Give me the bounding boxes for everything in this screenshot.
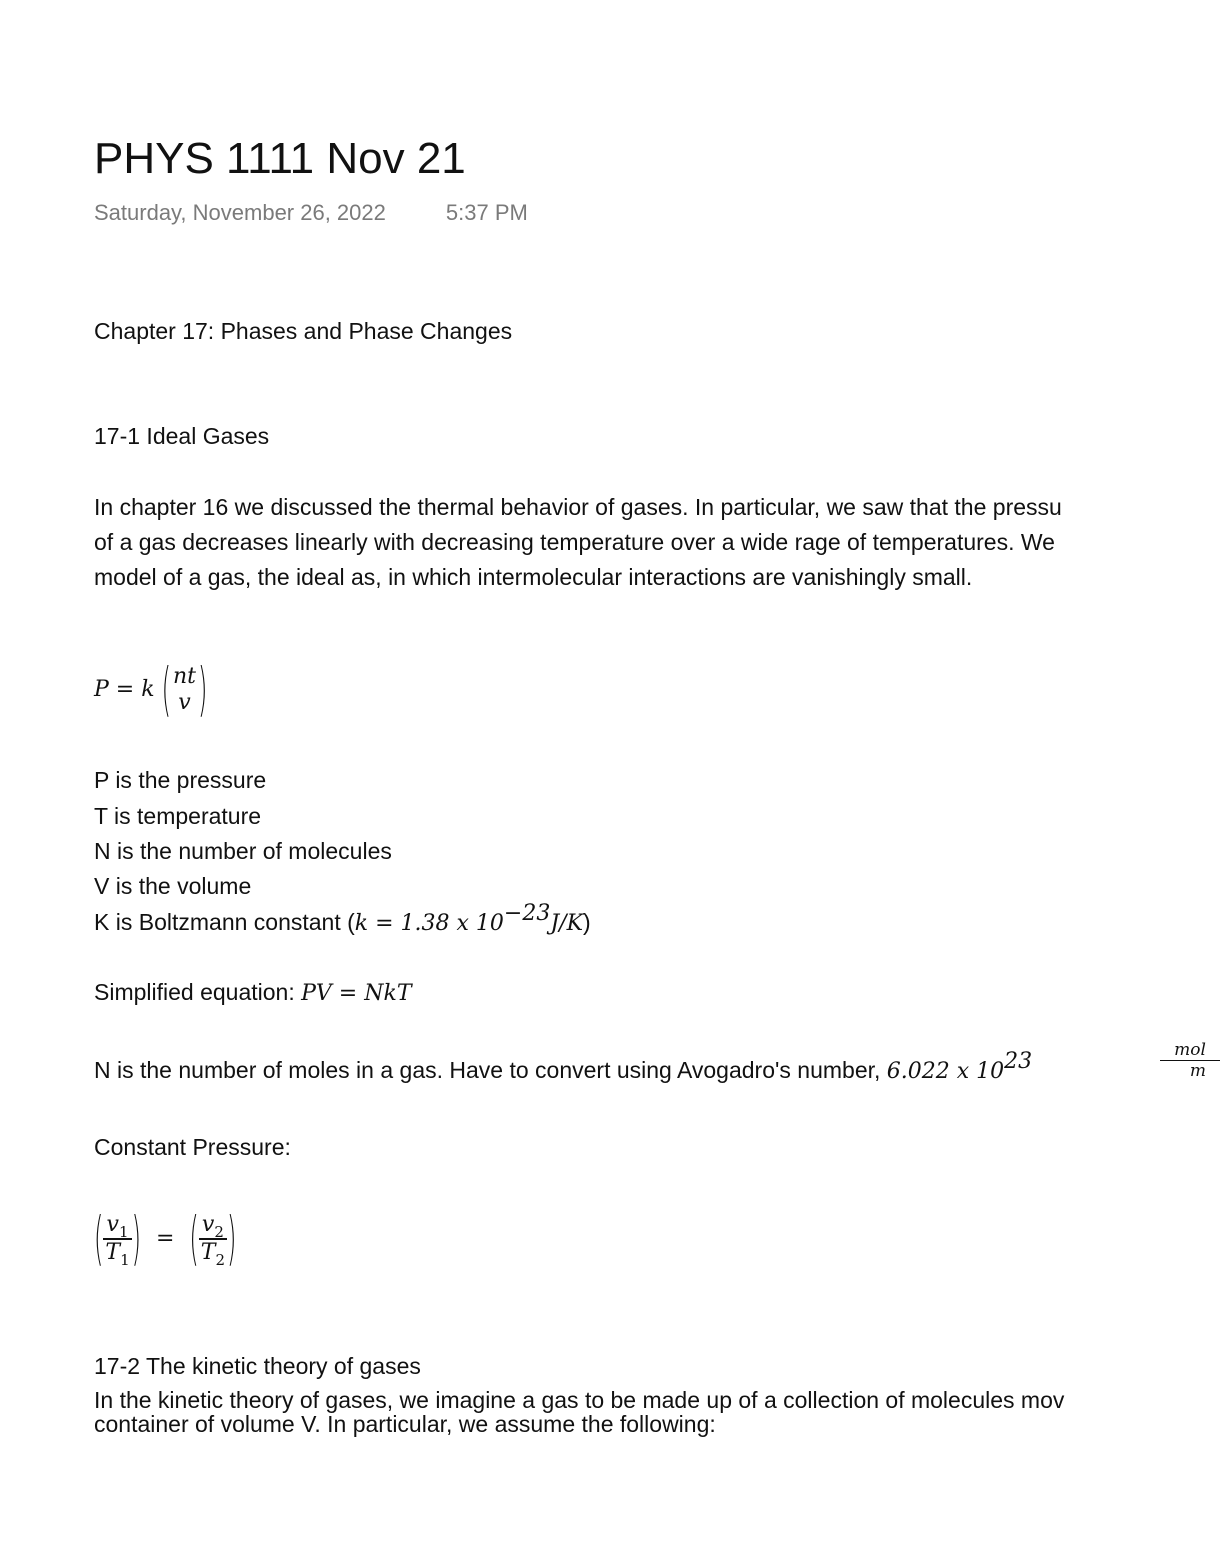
note-date: Saturday, November 26, 2022 bbox=[94, 200, 386, 225]
fraction-v2-t2 bbox=[199, 1212, 227, 1269]
page-title: PHYS 1111 Nov 21 bbox=[94, 134, 466, 183]
right-paren: ) bbox=[131, 1205, 141, 1273]
left-paren: ( bbox=[94, 1205, 104, 1273]
numerator-v1: $v_1$ bbox=[103, 1212, 131, 1240]
avogadro-unit-numerator: mol bbox=[1160, 1040, 1220, 1061]
boltzmann-exponent: −23 bbox=[503, 901, 551, 926]
paragraph-line: model of a gas, the ideal as, in which intermolecular interactions are vanishingly small. bbox=[94, 564, 973, 590]
fraction bbox=[171, 664, 198, 716]
definition-line: N is the number of molecules bbox=[94, 838, 392, 864]
avogadro-text: N is the number of moles in a gas. Have to convert using Avogadro's number, bbox=[94, 1057, 887, 1083]
section-heading-ideal-gases: 17-1 Ideal Gases bbox=[94, 423, 270, 449]
denominator-t2: $T_2$ bbox=[200, 1240, 226, 1269]
avogadro-exponent: 23 bbox=[1004, 1049, 1033, 1074]
right-paren: ) bbox=[227, 1205, 237, 1273]
denominator: v bbox=[178, 690, 191, 715]
paragraph-line-clipped: container of volume V. In particular, we assume the following: bbox=[94, 1411, 716, 1437]
fraction-v1-t1 bbox=[103, 1212, 131, 1269]
definition-line: P is the pressure bbox=[94, 767, 267, 793]
paragraph-line: of a gas decreases linearly with decreasing temperature over a wide rage of temperatures. We bbox=[94, 529, 1055, 555]
avogadro-unit-denominator: m bbox=[1189, 1061, 1206, 1081]
constant-pressure-label: Constant Pressure: bbox=[94, 1134, 291, 1160]
simplified-equation: PV = NkT bbox=[301, 981, 412, 1006]
note-time: 5:37 PM bbox=[445, 200, 528, 225]
numerator-v2: $v_2$ bbox=[199, 1212, 227, 1240]
denominator-t1: $T_1$ bbox=[105, 1240, 130, 1269]
left-paren: ( bbox=[189, 1205, 199, 1273]
avogadro-unit-fraction bbox=[1160, 1040, 1220, 1081]
ideal-gas-equation bbox=[94, 656, 208, 724]
clipped-line-container bbox=[94, 1411, 1200, 1437]
avogadro-value: 6.022 x 10 bbox=[886, 1059, 1005, 1084]
left-paren: ( bbox=[161, 656, 171, 724]
boltzmann-expr: k = 1.38 x 10 bbox=[354, 911, 504, 936]
definition-line-boltzmann bbox=[94, 901, 591, 939]
simplified-label: Simplified equation: bbox=[94, 979, 302, 1005]
definition-line: V is the volume bbox=[94, 873, 252, 899]
paragraph-line: In chapter 16 we discussed the thermal behavior of gases. In particular, we saw that the pressu bbox=[94, 494, 1062, 520]
section-heading-kinetic-theory: 17-2 The kinetic theory of gases bbox=[94, 1353, 421, 1379]
boltzmann-unit: J/K bbox=[550, 911, 584, 936]
paragraph-line: In the kinetic theory of gases, we imagine a gas to be made up of a collection of molecules mov bbox=[94, 1387, 1065, 1413]
simplified-equation-line bbox=[94, 977, 412, 1009]
definition-line: T is temperature bbox=[94, 803, 262, 829]
right-paren: ) bbox=[197, 656, 208, 724]
charles-law-equation bbox=[94, 1205, 237, 1273]
boltzmann-close: ) bbox=[583, 909, 591, 935]
equation-lhs: P = k bbox=[94, 677, 155, 702]
chapter-heading: Chapter 17: Phases and Phase Changes bbox=[94, 318, 513, 344]
avogadro-line bbox=[94, 1049, 1033, 1087]
numerator: nt bbox=[172, 664, 196, 689]
boltzmann-label: K is Boltzmann constant ( bbox=[94, 909, 355, 935]
equals-sign: = bbox=[155, 1226, 175, 1251]
note-timestamp bbox=[94, 198, 528, 228]
